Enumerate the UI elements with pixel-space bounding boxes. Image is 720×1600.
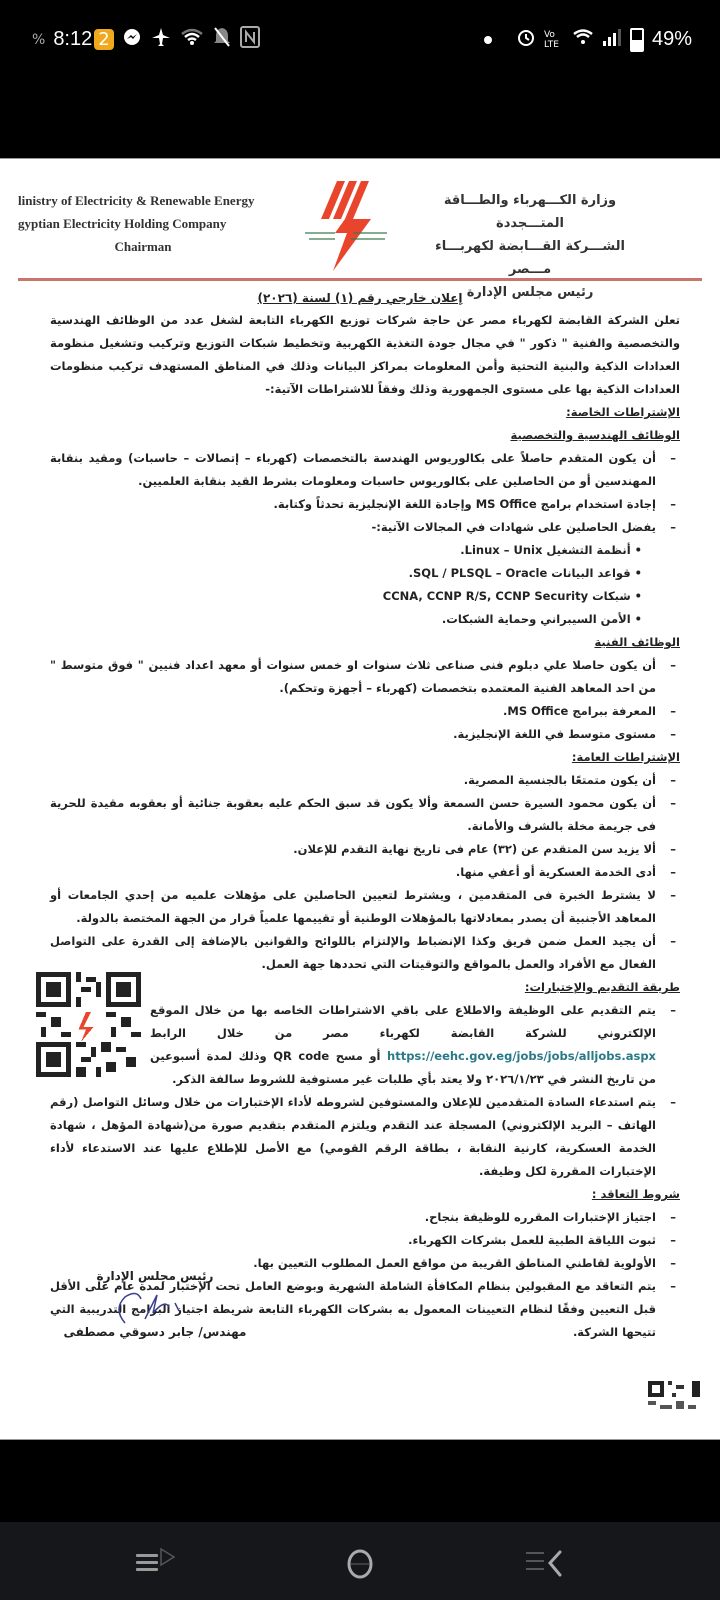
list-item: – ألا يزيد سن المتقدم عن (٣٢) عام فى تاريخ نهاية التقدم للإعلان. [0,838,720,861]
status-bar [0,0,720,80]
eehc-logo-icon [295,181,405,271]
recents-icon [134,1546,194,1582]
list-item: – أن يكون حاصلا علي دبلوم فنى صناعى ثلاث سنوات او خمس سنوات أو معهد اعداد فنيين " فوق متوسط " من احد المعاهد الفنية المعتمده بتخصصات (كهرباء – أجهزة وتحكم). [0,654,720,700]
announcement-title: إعلان خارجي رقم (١) لسنة (٢٠٢٦) [257,291,463,305]
engineering-jobs-heading: الوظائف الهندسية والتخصصية [510,428,680,442]
special-conditions-heading: الإشتراطات الخاصة: [566,405,680,419]
application-heading: طريقة التقديم والإختبارات: [524,980,680,994]
list-item: – اجتياز الإختبارات المقرره للوظيفة بنجاح. [0,1206,720,1229]
contract-conditions-heading: شروط التعاقد : [591,1187,680,1201]
mute-icon [212,26,232,53]
bullet-item: • شبكات CCNA, CCNP R/S, CCNP Security [0,585,720,608]
list-item: – أن يكون محمود السيرة حسن السمعة وألا يكون قد سبق الحكم عليه بعقوبة جنائية أو بعقوبه مقيدة للحرية فى جريمة مخلة بالشرف والأمانة. [0,792,720,838]
signatory-name: مهندس/ جابر دسوقي مصطفى [63,1325,247,1339]
signature-block [40,1269,270,1339]
clock: 8:12 [53,28,93,50]
airplane-messenger-icon [150,26,172,53]
list-item: – يفضل الحاصلين على شهادات في المجالات الآتية:- [0,516,720,539]
qr-instruction: أو مسح QR code [273,1049,381,1063]
alarm-icon [516,26,536,53]
nfc-icon [240,26,260,53]
bullet-item: • الأمن السيبراني وحماية الشبكات. [0,608,720,631]
ministry-name-ar: وزارة الكـــهرباء والطـــاقة المتـــجددة [443,193,617,231]
document-image [0,158,720,1440]
technical-jobs-heading: الوظائف الفنية [594,635,680,649]
intro-paragraph: تعلن الشركة القابضة لكهرباء مصر عن حاجة شركات توزيع الكهرباء التابعة لشغل عدد من الوظائف الهندسية والتخصصية والفنية " ذكور " في مجال جودة التغذية الكهربية وتخطيط شبكات التوزيع وتركيب وتشغيل منظومة العدادات الذكية والبنية التحتية وأمن المعلومات بمراكز البيانات وذلك في المناطق المستهدف تركيب منظومات العدادات الذكية بها على مستوى الجمهورية وذلك وفقاً للاشتراطات الآتية:- [50,313,680,396]
recents-button[interactable] [134,1546,194,1582]
battery-icon [630,28,644,52]
back-button[interactable] [520,1546,580,1582]
navigation-bar [0,1522,720,1600]
bullet-item: • أنظمة التشغيل Linux – Unix. [0,539,720,562]
wifi-icon [180,27,204,52]
deadline-text: وذلك لمدة أسبوعين من تاريخ النشر في ٢٠٢٦/١/٢٣ ولا يعتد بأي طلبات غير مستوفية للشروط سالفة الذكر. [150,1049,656,1086]
cell-signal-icon [602,27,622,52]
list-item [0,999,720,1091]
list-item: – لا يشترط الخبرة فى المتقدمين ، ويشترط لتعيين الحاصلين على مؤهلات علميه من إحدي الجامعات أو المعاهد الأجنبية أن يصدر بمعادلاتها بالمؤهلات الوطنية أو تقييمها علمياً قرار من الجهة المختصة بالدولة. [0,884,720,930]
home-icon [332,1546,392,1582]
list-item: – أن يجيد العمل ضمن فريق وكذا الإنضباط والإلتزام باللوائح والقوانين بالإضافة إلى القدرة على التواصل الفعال مع الأفراد والعمل بالمواقع والتوقيتات التي تحددها جهة العمل. [0,930,720,976]
notification-chip: 2 [94,29,113,50]
jobs-link[interactable]: https://eehc.gov.eg/jobs/jobs/alljobs.aspx [387,1049,656,1063]
notification-dot-icon [484,36,492,44]
general-conditions-heading: الإشتراطات العامة: [571,750,680,764]
status-prefix: % [32,31,46,48]
application-text: يتم التقديم على الوظيفة والاطلاع على باقي الاشتراطات الخاصه بها من خلال الموقع الإلكتروني للشركة القابضة لكهرباء مصر من خلال الرابط [150,1003,656,1040]
company-name-en: gyptian Electricity Holding Company [18,216,227,231]
letterhead-english [18,189,268,258]
small-qr-code-icon [648,1377,700,1417]
list-item: – إجادة استخدام برامج MS Office وإجادة اللغة الإنجليزية تحدثاً وكتابة. [0,493,720,516]
volte-icon: Vo LTE [543,29,559,50]
application-section [0,976,720,1091]
list-item: – ثبوت اللياقة الطبية للعمل بشركات الكهرباء. [0,1229,720,1252]
list-item: – المعرفة ببرامج MS Office. [0,700,720,723]
battery-percent: 49% [651,28,692,50]
status-bar-right [484,26,692,53]
signature-icon [95,1289,215,1325]
messenger-icon [122,27,142,52]
list-item: – أن يكون المتقدم حاصلاً على بكالوريوس الهندسة بالتخصصات (كهرباء – إتصالات – حاسبات) ومقيد بنقابة المهندسين أو من الحاصلين على بكالوريوس حاسبات ومعلومات بشرط القيد بنقابة العلميين. [0,447,720,493]
list-item: – الأولوية لقاطني المناطق القريبة من مواقع العمل المطلوب التعيين بها. [0,1252,720,1275]
bullet-item: • قواعد البيانات SQL / PLSQL – Oracle. [0,562,720,585]
ministry-name-en: linistry of Electricity & Renewable Energy [18,193,255,208]
back-icon [520,1546,580,1582]
signatory-title: رئيس مجلس الإدارة [96,1269,214,1283]
wifi-signal-icon [572,28,594,51]
status-bar-left [32,26,260,53]
announcement-body [0,287,720,1344]
list-item: – أدى الخدمة العسكرية أو أعفي منها. [0,861,720,884]
list-item: – مستوى متوسط في اللغة الإنجليزية. [0,723,720,746]
letterhead-divider [18,278,702,281]
company-name-ar: الشـــركة القـــابضة لكهربـــاء مـــصر [435,239,625,277]
list-item: – يتم التعاقد مع المقبولين بنظام المكافأة الشاملة الشهرية وبوضع العامل تحت الإختبار لمدة عام على الأقل قبل التعيين وفقًا لنظام التعيينات المعمول به بشركات الكهرباء التابعة شريطة اجتياز البرامج التدريبية التي تتيحها الشركة. [0,1275,720,1344]
list-item: – يتم استدعاء السادة المتقدمين للإعلان والمستوفين لشروطه لأداء الإختبارات من خلال وسائل التواصل (رقم الهاتف – البريد الإلكتروني) المسجلة عند التقدم ويلتزم المتقدم بتقديم صورة من(شهادة المؤهل ، شهادة الخدمة العسكرية، كارنية النقابة ، بطاقة الرقم القومي) مع الأصل للإطلاع عليها عند الاستدعاء لأداء الإختبارات المقررة لكل وظيفة. [0,1091,720,1183]
chairman-ar: رئيس مجلس الإدارة [466,285,594,300]
list-item: – أن يكون متمتعًا بالجنسية المصرية. [0,769,720,792]
chairman-en: Chairman [114,239,172,254]
home-button[interactable] [332,1546,392,1582]
